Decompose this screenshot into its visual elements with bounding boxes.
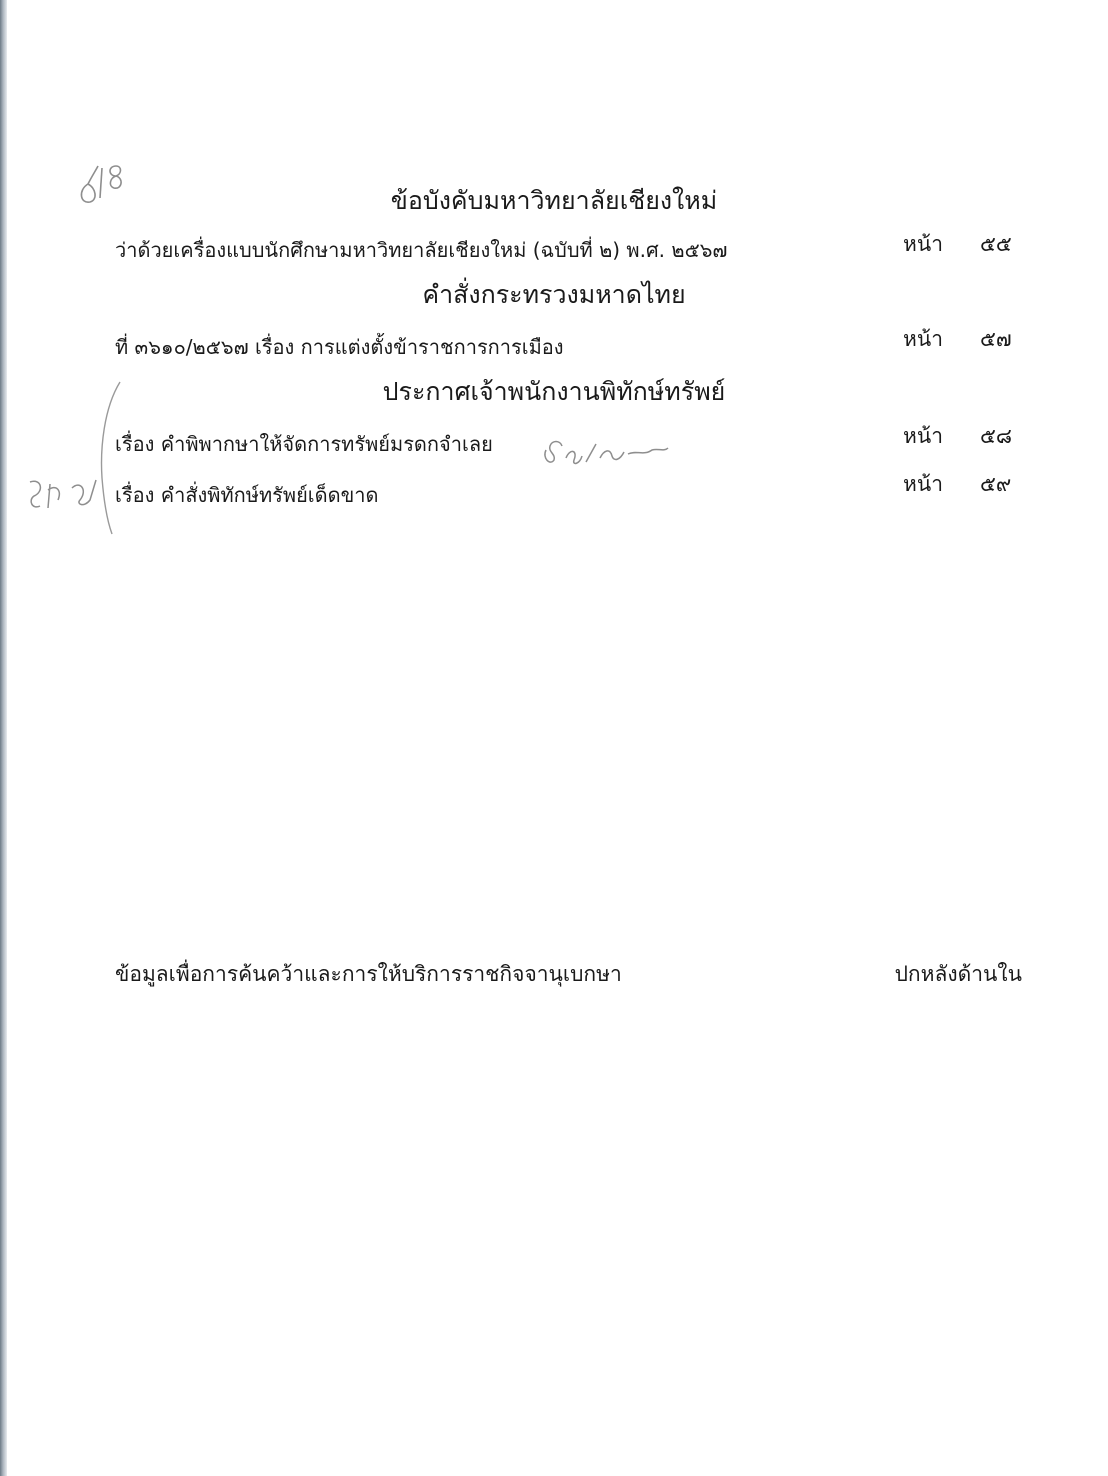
section-heading-regulation: ข้อบังคับมหาวิทยาลัยเชียงใหม่	[390, 186, 718, 215]
footer-note: ข้อมูลเพื่อการค้นคว้าและการให้บริการราชกิจจานุเบกษา	[115, 962, 622, 986]
page-number: ๕๘	[980, 424, 1013, 448]
page-label: หน้า	[903, 327, 943, 351]
page-number: ๕๗	[980, 327, 1012, 351]
section-heading-ministry-order: คำสั่งกระทรวงมหาดไทย	[422, 280, 686, 309]
page-number: ๕๙	[980, 472, 1012, 496]
footer-page-reference: ปกหลังด้านใน	[894, 962, 1022, 986]
handwritten-annotation	[540, 432, 672, 476]
page-label: หน้า	[903, 232, 943, 256]
page-label: หน้า	[903, 472, 943, 496]
page-label: หน้า	[903, 424, 943, 448]
section-heading-receiver-notice: ประกาศเจ้าพนักงานพิทักษ์ทรัพย์	[382, 377, 726, 406]
toc-item-absolute-receivership: เรื่อง คำสั่งพิทักษ์ทรัพย์เด็ดขาด	[115, 483, 379, 507]
page-number: ๕๕	[980, 232, 1012, 256]
toc-item-appointment: ที่ ๓๖๑๐/๒๕๖๗ เรื่อง การแต่งตั้งข้าราชการการเมือง	[115, 335, 564, 359]
handwritten-margin-note	[24, 470, 104, 518]
toc-item-student-uniform: ว่าด้วยเครื่องแบบนักศึกษามหาวิทยาลัยเชียงใหม่ (ฉบับที่ ๒) พ.ศ. ๒๕๖๗	[115, 238, 728, 262]
toc-item-estate-judgment: เรื่อง คำพิพากษาให้จัดการทรัพย์มรดกจำเลย	[115, 432, 493, 456]
